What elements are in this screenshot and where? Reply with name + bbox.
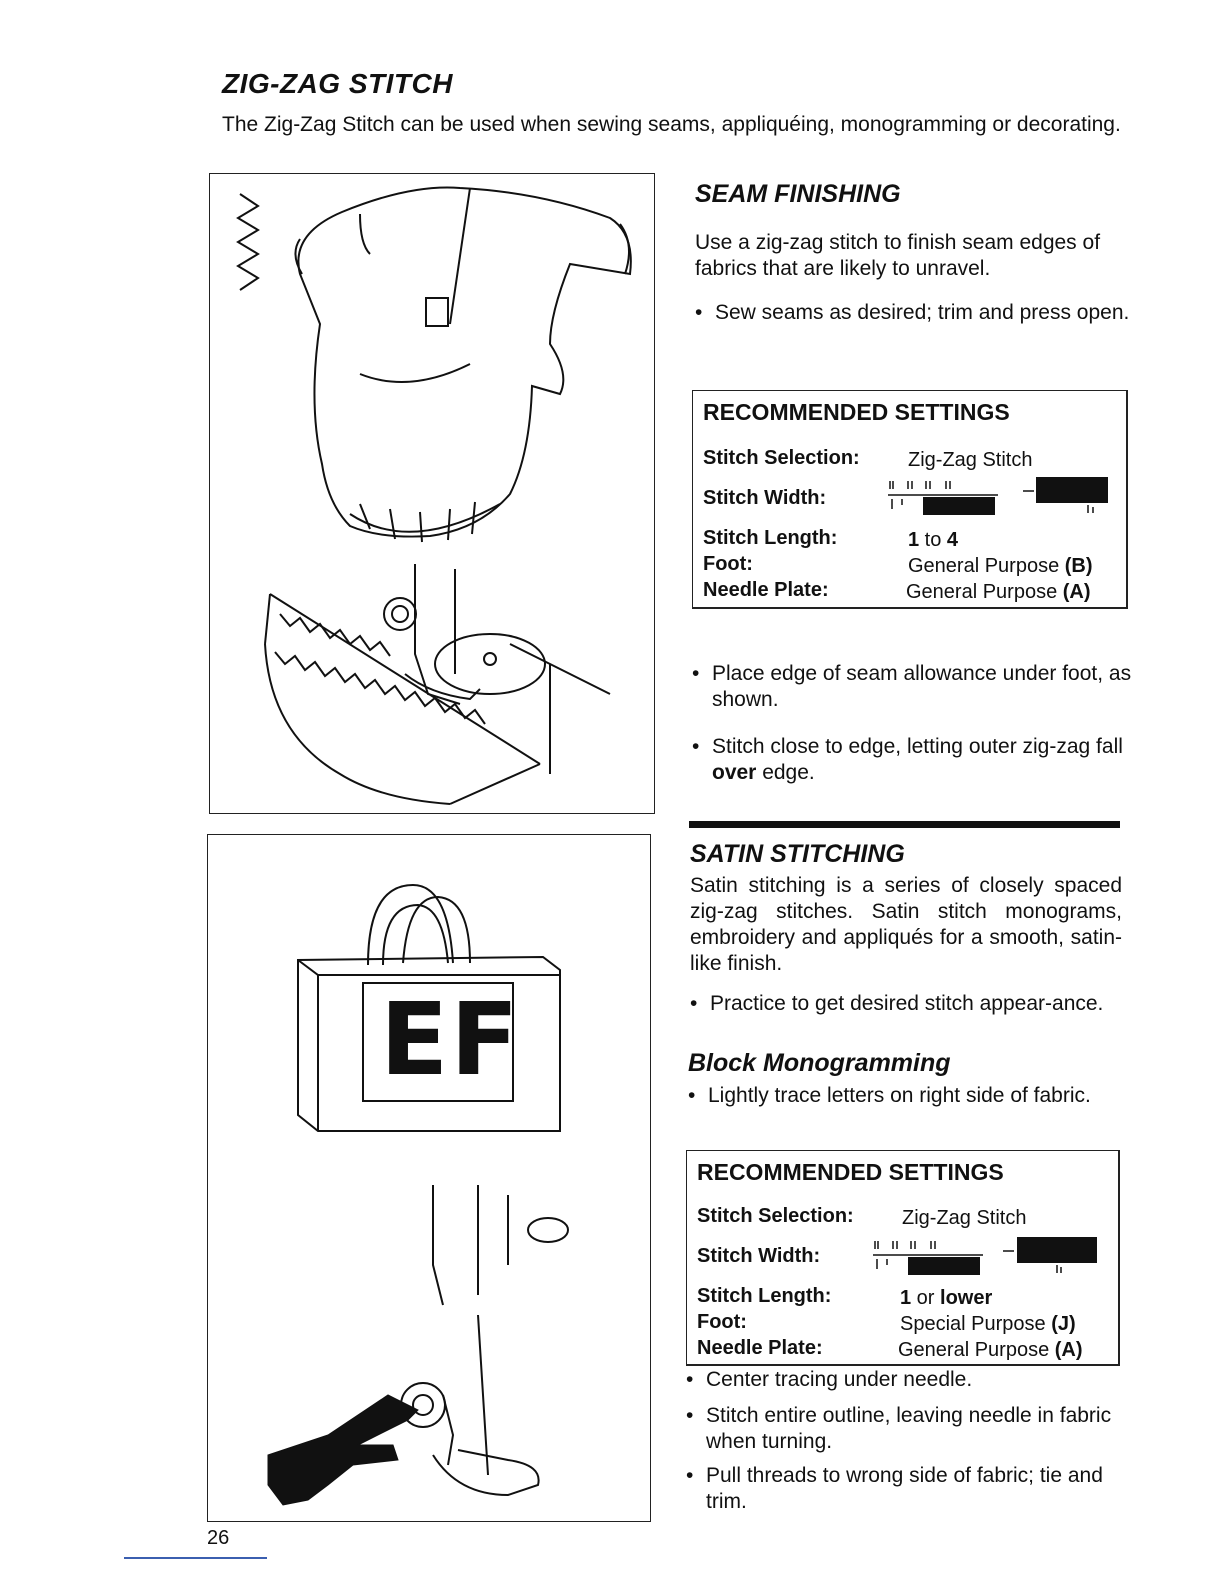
satin-f-icon xyxy=(268,1395,418,1505)
presser-foot-icon xyxy=(384,564,545,704)
needle-plate-label: Needle Plate: xyxy=(703,579,829,601)
seam-finishing-intro: Use a zig-zag stitch to finish seam edges of fabrics that are likely to unravel. xyxy=(695,231,1101,280)
stitch-length-value: 1 or lower xyxy=(900,1287,993,1309)
seam-bullet-2: • Place edge of seam allowance under foot, as shown. xyxy=(692,661,1150,713)
machine-foot-drawing xyxy=(208,835,652,1523)
monogram-bullet-1: • Lightly trace letters on right side of fabric. xyxy=(688,1083,1140,1109)
footer-rule xyxy=(124,1557,267,1559)
stitch-width-dial-icon xyxy=(888,477,1118,517)
needle-foot-icon xyxy=(401,1185,568,1495)
stitch-selection-value: Zig-Zag Stitch xyxy=(902,1207,1027,1229)
stitch-width-dial-icon xyxy=(873,1237,1103,1277)
satin-stitching-heading: SATIN STITCHING xyxy=(690,840,905,868)
needle-plate-label: Needle Plate: xyxy=(697,1337,823,1359)
needle-plate-value: General Purpose (A) xyxy=(906,581,1091,603)
satin-stitching-intro: Satin stitching is a series of closely spaced zig-zag stitches. Satin stitch monograms, embroidery and appliqués for a smooth, satin-like finish. xyxy=(690,874,1122,975)
stitch-selection-label: Stitch Selection: xyxy=(697,1205,854,1227)
stitch-selection-value: Zig-Zag Stitch xyxy=(908,449,1033,471)
illustration-monogram xyxy=(207,834,651,1522)
settings-heading: RECOMMENDED SETTINGS xyxy=(703,399,1010,425)
monogram-bullet-3: • Stitch entire outline, leaving needle in fabric when turning. xyxy=(686,1403,1142,1455)
monogram-letters: EF xyxy=(380,981,521,1098)
seam-finishing-heading: SEAM FINISHING xyxy=(695,180,901,208)
garment-seam-drawing xyxy=(210,174,656,815)
recommended-settings-seam xyxy=(692,390,1128,609)
foot-value: General Purpose (B) xyxy=(908,555,1093,577)
satin-bullet-1: • Practice to get desired stitch appear-ance. xyxy=(690,991,1142,1017)
needle-plate-value: General Purpose (A) xyxy=(898,1339,1083,1361)
stitch-length-label: Stitch Length: xyxy=(703,527,838,549)
monogram-bullet-2: • Center tracing under needle. xyxy=(686,1367,1142,1393)
block-monogramming-heading: Block Monogramming xyxy=(688,1049,951,1077)
stitch-length-label: Stitch Length: xyxy=(697,1285,832,1307)
illustration-seam-finishing xyxy=(209,173,655,814)
stitch-width-label: Stitch Width: xyxy=(703,487,827,509)
settings-heading: RECOMMENDED SETTINGS xyxy=(697,1159,1004,1185)
foot-label: Foot: xyxy=(697,1311,747,1333)
monogram-bullet-4: • Pull threads to wrong side of fabric; tie and trim. xyxy=(686,1463,1142,1515)
seam-bullet-3: • Stitch close to edge, letting outer zig-zag fall over edge. xyxy=(692,734,1150,786)
stitch-length-value: 1 to 4 xyxy=(908,529,959,551)
foot-label: Foot: xyxy=(703,553,753,575)
page-number: 26 xyxy=(207,1527,230,1549)
garment-icon xyxy=(295,188,630,543)
page-intro: The Zig-Zag Stitch can be used when sewing seams, appliquéing, monogramming or decorating. xyxy=(222,113,1121,136)
recommended-settings-monogram xyxy=(686,1150,1120,1366)
page-title: ZIG-ZAG STITCH xyxy=(222,68,453,99)
zigzag-symbol-icon xyxy=(238,194,258,290)
foot-value: Special Purpose (J) xyxy=(900,1313,1076,1335)
seam-bullet-1: • Sew seams as desired; trim and press open. xyxy=(695,300,1145,326)
section-divider xyxy=(689,821,1120,828)
stitch-selection-label: Stitch Selection: xyxy=(703,447,860,469)
fabric-icon xyxy=(265,594,610,804)
stitch-width-label: Stitch Width: xyxy=(697,1245,821,1267)
